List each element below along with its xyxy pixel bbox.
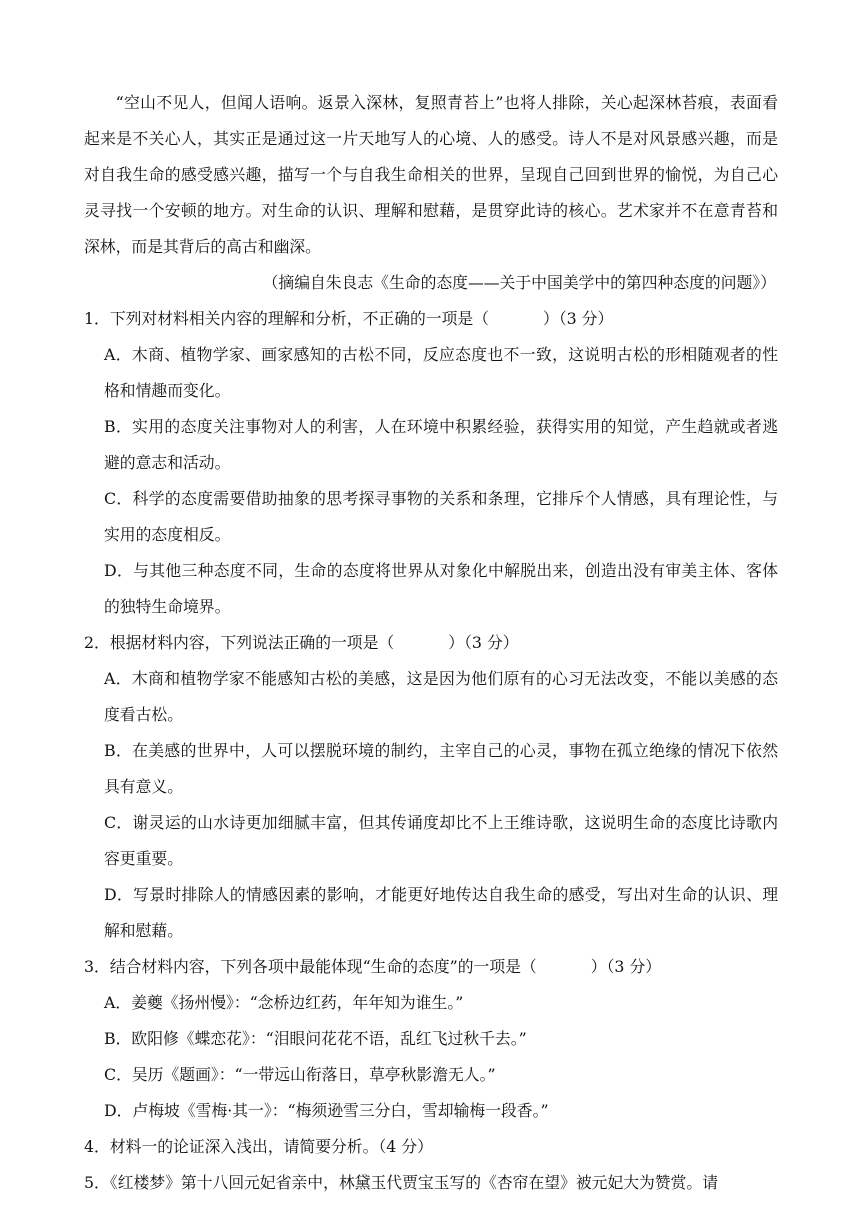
option-a: A．木商和植物学家不能感知古松的美感，这是因为他们原有的心习无法改变，不能以美感的态度看古松。	[104, 669, 778, 724]
passage-paragraph: “空山不见人，但闻人语响。返景入深林，复照青苔上”也将人排除，关心起深林苔痕，表面看起来是不关心人，其实正是通过这一片天地写人的心境、人的感受。诗人不是对风景感兴趣，而是对自我生命的感受感兴趣，描写一个与自我生命相关的世界，呈现自己回到世界的愉悦，为自己心灵寻找一个安顿的地方。对生命的认识、理解和慰藉，是贯穿此诗的核心。艺术家并不在意青苔和深林，而是其背后的高古和幽深。	[84, 93, 778, 256]
question-stem-text: 3．结合材料内容，下列各项中最能体现“生命的态度”的一项是（	[84, 957, 537, 976]
question-score: ）（3 分）	[590, 957, 662, 976]
option-c: C．谢灵运的山水诗更加细腻丰富，但其传诵度却比不上王维诗歌，这说明生命的态度比诗歌内容更重要。	[104, 813, 778, 868]
option-b: B．实用的态度关注事物对人的利害，人在环境中积累经验，获得实用的知觉，产生趋就或者逃避的意志和活动。	[104, 417, 778, 472]
question-stem	[84, 625, 778, 661]
option-a: A．姜夔《扬州慢》：“念桥边红药，年年知为谁生。”	[104, 993, 464, 1012]
option-d: D．卢梅坡《雪梅·其一》：“梅须逊雪三分白，雪却输梅一段香。”	[104, 1101, 549, 1120]
question-stem-text: 1．下列对材料相关内容的理解和分析，不正确的一项是（	[84, 309, 489, 328]
question-1	[84, 301, 778, 625]
question-2	[84, 625, 778, 949]
question-stem-text: 2．根据材料内容，下列说法正确的一项是（	[84, 633, 395, 652]
question-score: ）（3 分）	[542, 309, 614, 328]
option-a: A．木商、植物学家、画家感知的古松不同，反应态度也不一致，这说明古松的形相随观者的性格和情趣而变化。	[104, 345, 778, 400]
question-5: 5．《红楼梦》第十八回元妃省亲中，林黛玉代贾宝玉写的《杏帘在望》被元妃大为赞赏。请	[84, 1173, 719, 1192]
option-b: B．欧阳修《蝶恋花》：“泪眼问花花不语，乱红飞过秋千去。”	[104, 1029, 527, 1048]
option-c: C．科学的态度需要借助抽象的思考探寻事物的关系和条理，它排斥个人情感，具有理论性，与实用的态度相反。	[104, 489, 778, 544]
question-stem	[84, 301, 778, 337]
option-d: D．与其他三种态度不同，生命的态度将世界从对象化中解脱出来，创造出没有审美主体、客体的独特生命境界。	[104, 561, 778, 616]
passage-source: （摘编自朱良志《生命的态度——关于中国美学中的第四种态度的问题》）	[262, 273, 776, 292]
question-3	[84, 949, 778, 1129]
option-d: D．写景时排除人的情感因素的影响，才能更好地传达自我生命的感受，写出对生命的认识、理解和慰藉。	[104, 885, 778, 940]
option-c: C．吴历《题画》：“一带远山衔落日，草亭秋影澹无人。”	[104, 1065, 496, 1084]
question-score: ）（3 分）	[448, 633, 519, 652]
exam-page	[84, 85, 778, 1201]
option-b: B．在美感的世界中，人可以摆脱环境的制约，主宰自己的心灵，事物在孤立绝缘的情况下依然具有意义。	[104, 741, 778, 796]
question-4: 4．材料一的论证深入浅出，请简要分析。（4 分）	[84, 1137, 433, 1156]
question-stem	[84, 949, 778, 985]
